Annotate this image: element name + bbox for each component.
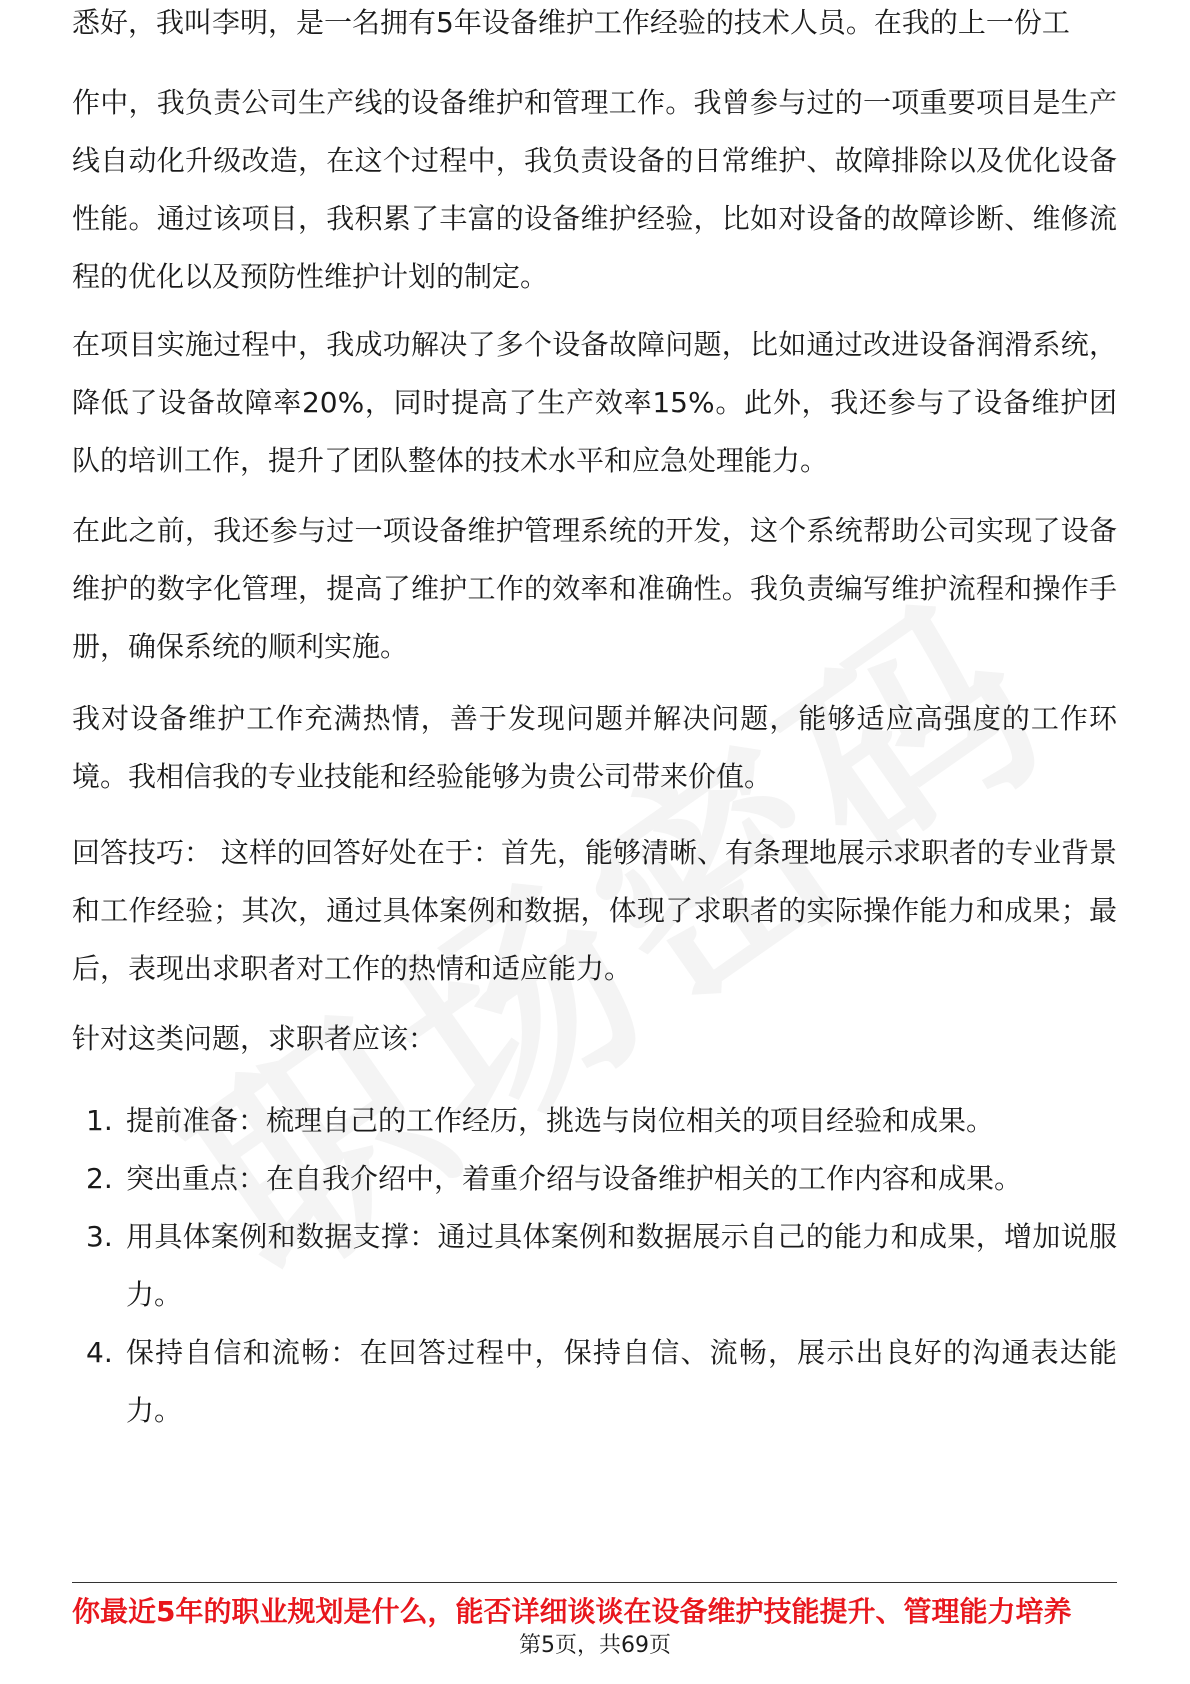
footer-divider xyxy=(72,1582,1117,1583)
paragraph-advice-intro: 针对这类问题，求职者应该： xyxy=(72,1022,437,1055)
paragraph-passion: 我对设备维护工作充满热情，善于发现问题并解决问题，能够适应高强度的工作环境。我相信我的专业技能和经验能够为贵公司带来价值。 xyxy=(72,702,1117,793)
cut-off-top-line-text: 悉好，我叫李明，是一名拥有5年设备维护工作经验的技术人员。在我的上一份工 xyxy=(72,6,1070,39)
list-item xyxy=(72,1150,1117,1208)
list-item-number: 1. xyxy=(86,1104,113,1137)
list-item-number: 3. xyxy=(86,1220,113,1253)
paragraph-system-development: 在此之前，我还参与过一项设备维护管理系统的开发，这个系统帮助公司实现了设备维护的数字化管理，提高了维护工作的效率和准确性。我负责编写维护流程和操作手册，确保系统的顺利实施。 xyxy=(72,514,1117,663)
list-item-number: 4. xyxy=(86,1336,113,1369)
cut-off-top-line xyxy=(72,6,1117,78)
list-item-text: 用具体案例和数据支撑：通过具体案例和数据展示自己的能力和成果，增加说服力。 xyxy=(126,1220,1117,1311)
next-question-heading: 你最近5年的职业规划是什么，能否详细谈谈在设备维护技能提升、管理能力培养 xyxy=(72,1595,1072,1628)
list-item xyxy=(72,1092,1117,1150)
page-number: 第5页，共69页 xyxy=(519,1633,671,1658)
paragraph-achievements: 在项目实施过程中，我成功解决了多个设备故障问题，比如通过改进设备润滑系统，降低了设备故障率20%，同时提高了生产效率15%。此外，我还参与了设备维护团队的培训工作，提升了团队整体的技术水平和应急处理能力。 xyxy=(72,328,1117,477)
list-item-text: 提前准备：梳理自己的工作经历，挑选与岗位相关的项目经验和成果。 xyxy=(126,1104,995,1137)
paragraph-experience: 作中，我负责公司生产线的设备维护和管理工作。我曾参与过的一项重要项目是生产线自动化升级改造，在这个过程中，我负责设备的日常维护、故障排除以及优化设备性能。通过该项目，我积累了丰富的设备维护经验，比如对设备的故障诊断、维修流程的优化以及预防性维护计划的制定。 xyxy=(72,86,1117,293)
list-item-text: 突出重点：在自我介绍中，着重介绍与设备维护相关的工作内容和成果。 xyxy=(126,1162,1023,1195)
list-item-number: 2. xyxy=(86,1162,113,1195)
advice-list xyxy=(72,1092,1117,1440)
list-item xyxy=(72,1324,1117,1440)
paragraph-answer-tips: 回答技巧： 这样的回答好处在于：首先，能够清晰、有条理地展示求职者的专业背景和工作经验；其次，通过具体案例和数据，体现了求职者的实际操作能力和成果；最后，表现出求职者对工作的热情和适应能力。 xyxy=(72,836,1117,985)
list-item xyxy=(72,1208,1117,1324)
list-item-text: 保持自信和流畅：在回答过程中，保持自信、流畅，展示出良好的沟通表达能力。 xyxy=(126,1336,1117,1427)
